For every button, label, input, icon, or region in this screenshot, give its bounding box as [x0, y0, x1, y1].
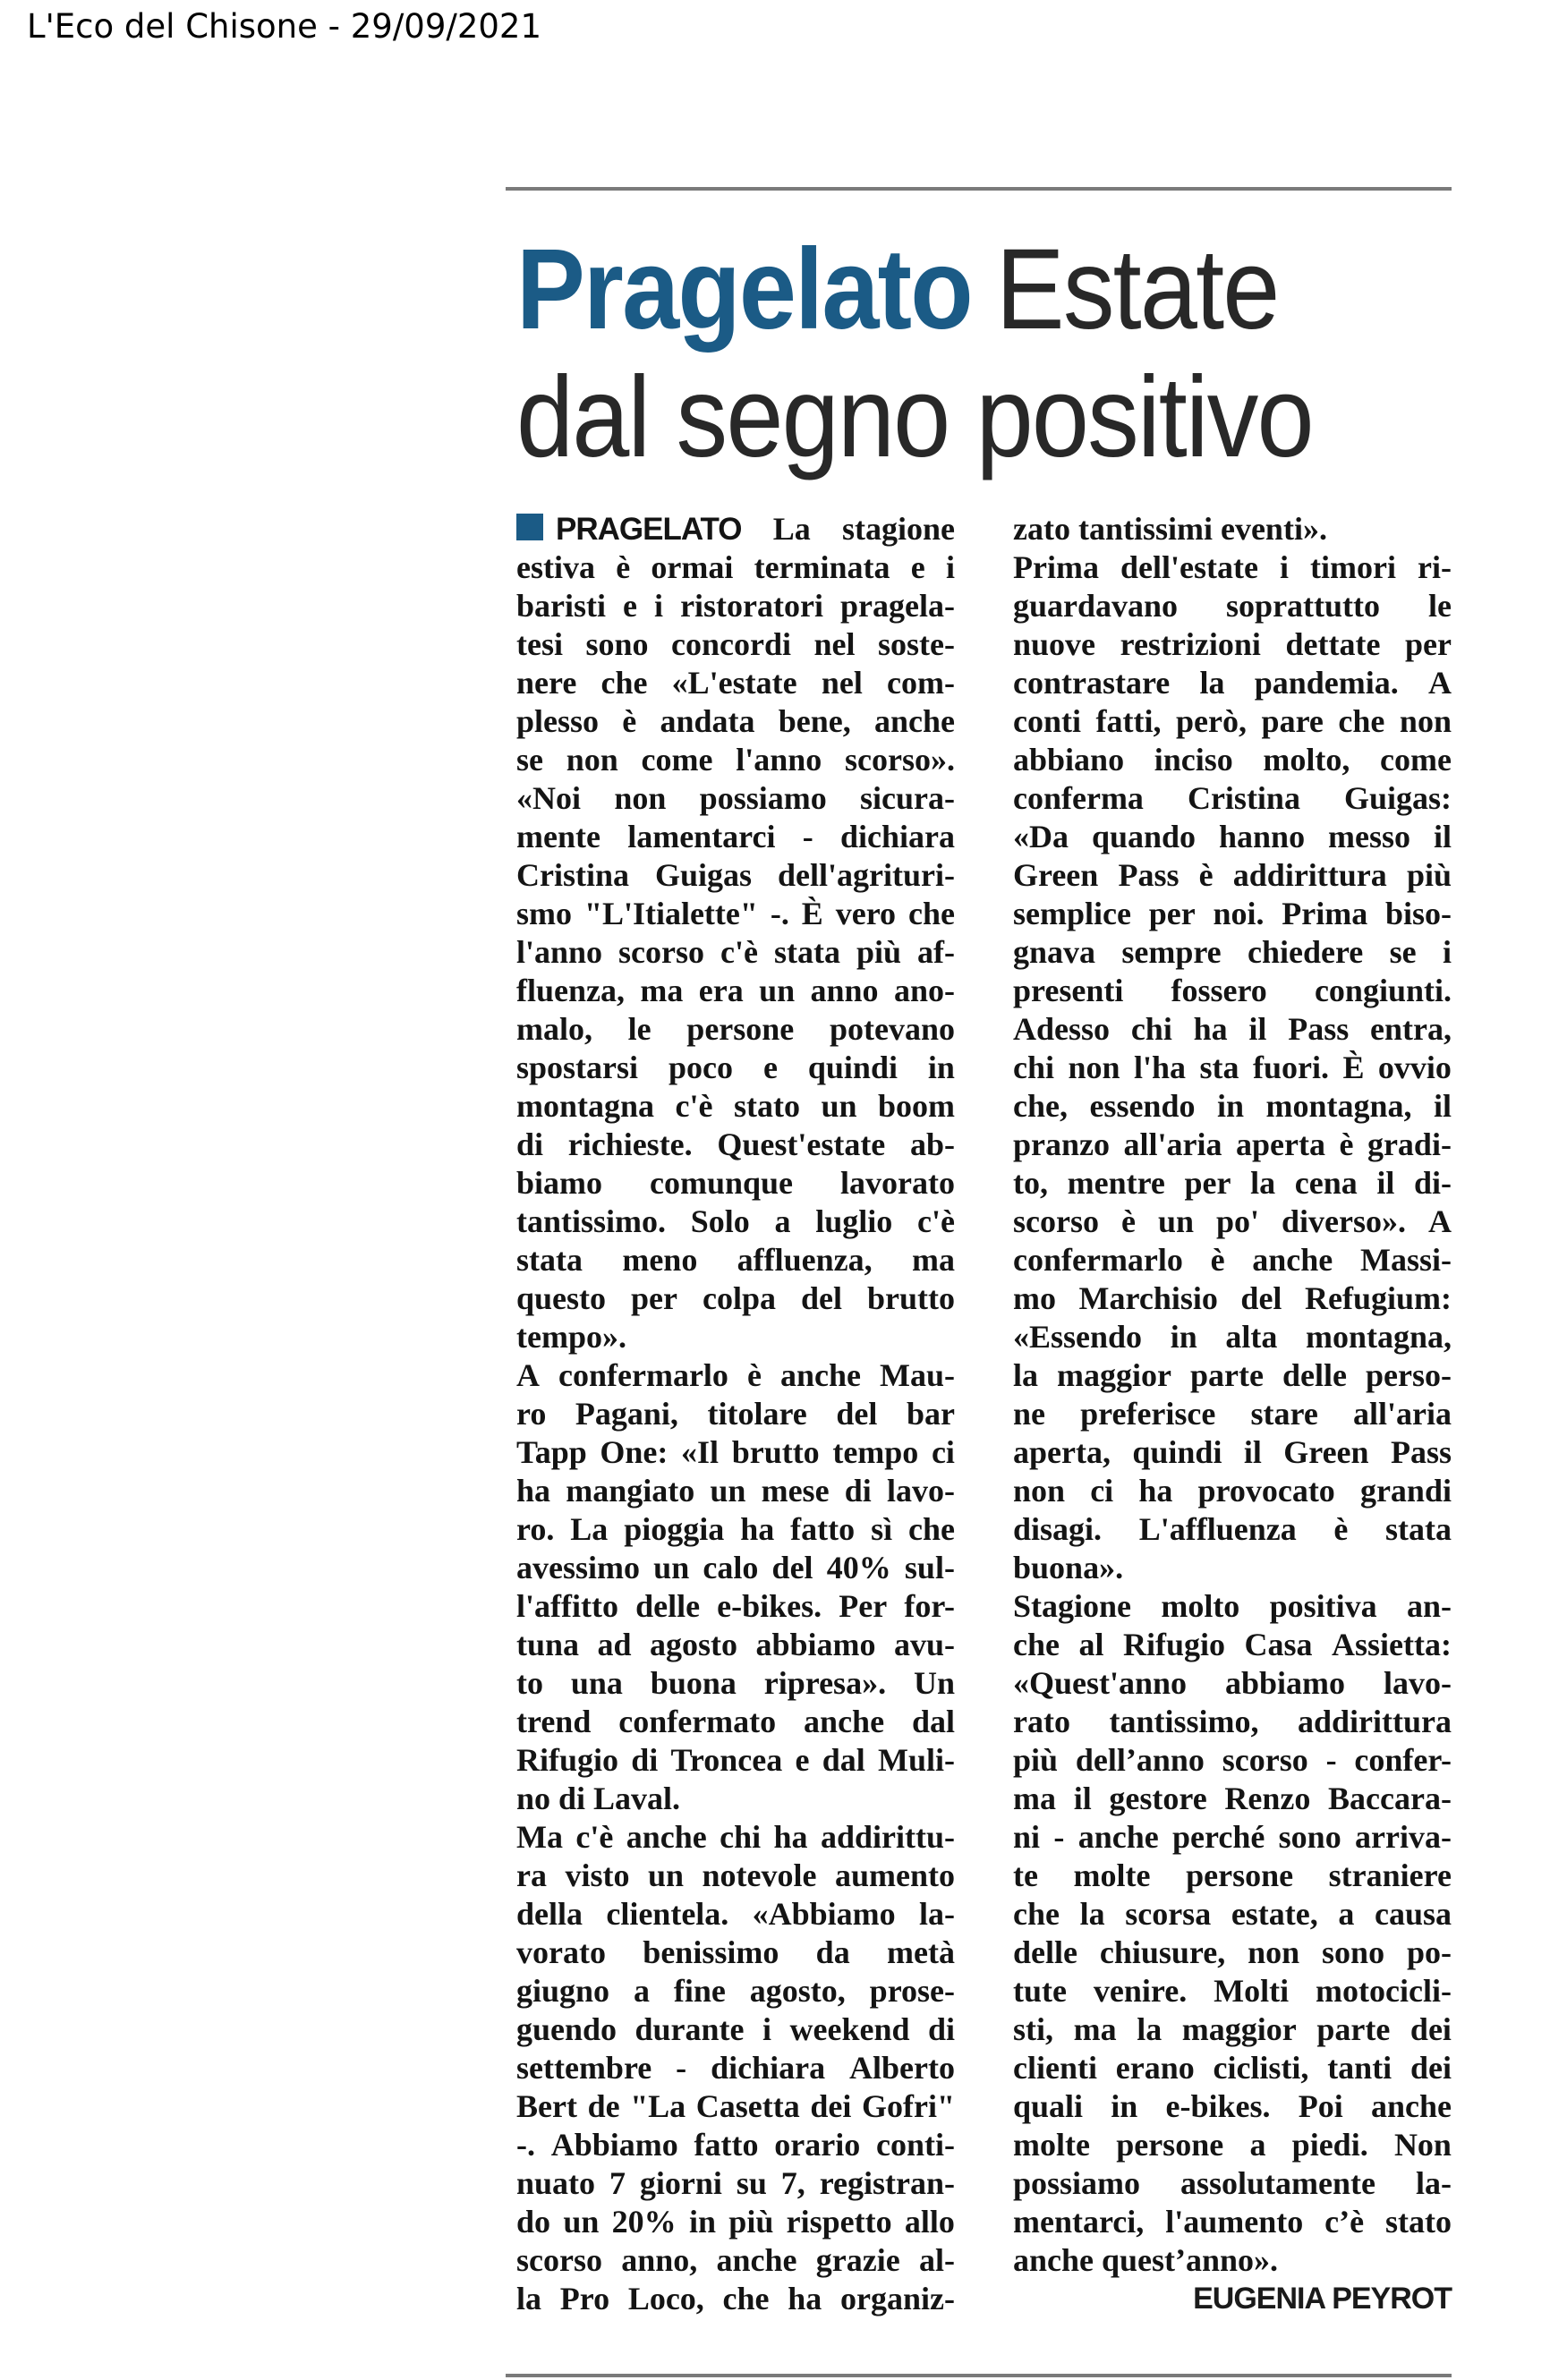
text-line: malo, le persone potevano [516, 1011, 955, 1047]
text-line: avessimo un calo del 40% sul- [516, 1550, 955, 1585]
text-line: ni - anche perché sono arriva- [1013, 1819, 1452, 1855]
text-line: rato tantissimo, addirittura [1013, 1704, 1452, 1739]
author-byline: EUGENIA PEYROT [1193, 2282, 1452, 2316]
text-line: ha mangiato un mese di lavo- [516, 1473, 955, 1509]
text-line: l'affitto delle e-bikes. Per for- [516, 1588, 955, 1624]
text-line: chi non l'ha sta fuori. È ovvio [1013, 1050, 1452, 1085]
text-line: nere che «L'estate nel com- [516, 665, 955, 701]
text-line: fluenza, ma era un anno ano- [516, 973, 955, 1008]
headline-line2: dal segno positivo [516, 353, 1313, 481]
text-line: contrastare la pandemia. A [1013, 665, 1452, 701]
text-line: conferma Cristina Guigas: [1013, 780, 1452, 816]
section-kicker: PRAGELATO [556, 512, 742, 547]
text-line: mente lamentarci - dichiara [516, 819, 955, 854]
text-line: disagi. L'affluenza è stata [1013, 1511, 1452, 1547]
text-line: «Da quando hanno messo il [1013, 819, 1452, 854]
text-line: ra visto un notevole aumento [516, 1857, 955, 1893]
text-line: mo Marchisio del Refugium: [1013, 1280, 1452, 1316]
text-line: baristi e i ristoratori pragela- [516, 588, 955, 624]
text-line: trend confermato anche dal [516, 1704, 955, 1739]
text-line: te molte persone straniere [1013, 1857, 1452, 1893]
text-line: sti, ma la maggior parte dei [1013, 2011, 1452, 2047]
text-line: conti fatti, però, pare che non [1013, 703, 1452, 739]
text-line: stata meno affluenza, ma [516, 1242, 955, 1278]
text-line: la maggior parte delle perso- [1013, 1357, 1452, 1393]
text-line: l'anno scorso c'è stata più af- [516, 934, 955, 970]
text-line: della clientela. «Abbiamo la- [516, 1896, 955, 1932]
text-line: Bert de "La Casetta dei Gofri" [516, 2088, 955, 2124]
bottom-rule-divider [506, 2374, 1452, 2377]
text-line: scorso è un po' diverso». A [1013, 1203, 1452, 1239]
text-line: abbiano inciso molto, come [1013, 742, 1452, 778]
text-line: che, essendo in montagna, il [1013, 1088, 1452, 1124]
text-line: possiamo assolutamente la- [1013, 2165, 1452, 2201]
text-line: spostarsi poco e quindi in [516, 1050, 955, 1085]
text-line: mentarci, l'aumento c’è stato [1013, 2204, 1452, 2240]
text-line: la Pro Loco, che ha organiz- [516, 2281, 955, 2316]
text-line: anche quest’anno». [1013, 2242, 1279, 2278]
text-line: PRAGELATO La stagione [516, 510, 955, 548]
text-line: Rifugio di Troncea e dal Muli- [516, 1742, 955, 1778]
text-line: «Essendo in alta montagna, [1013, 1319, 1452, 1355]
text-line: clienti erano ciclisti, tanti dei [1013, 2050, 1452, 2086]
text-line: guardavano soprattutto le [1013, 588, 1452, 624]
text-line: Green Pass è addirittura più [1013, 857, 1452, 893]
text-line: zato tantissimi eventi». [1013, 511, 1327, 547]
text-line: che al Rifugio Casa Assietta: [1013, 1627, 1452, 1662]
text-line: estiva è ormai terminata e i [516, 549, 955, 585]
text-line: tesi sono concordi nel soste- [516, 626, 955, 662]
text-line: «Noi non possiamo sicura- [516, 780, 955, 816]
text-line: guendo durante i weekend di [516, 2011, 955, 2047]
text-line: smo "L'Itialette" -. È vero che [516, 896, 955, 931]
text-line: do un 20% in più rispetto allo [516, 2204, 955, 2240]
text-line: delle chiusure, non sono po- [1013, 1934, 1452, 1970]
text-line: tantissimo. Solo a luglio c'è [516, 1203, 955, 1239]
text-line: quali in e-bikes. Poi anche [1013, 2088, 1452, 2124]
text-line: Prima dell'estate i timori ri- [1013, 549, 1452, 585]
text-line: Adesso chi ha il Pass entra, [1013, 1011, 1452, 1047]
text-line: Stagione molto positiva an- [1013, 1588, 1452, 1624]
text-line: montagna c'è stato un boom [516, 1088, 955, 1124]
text-line: plesso è andata bene, anche [516, 703, 955, 739]
text-line: di richieste. Quest'estate ab- [516, 1126, 955, 1162]
text-line: confermarlo è anche Massi- [1013, 1242, 1452, 1278]
text-line: molte persone a piedi. Non [1013, 2127, 1452, 2163]
text-line: Cristina Guigas dell'agrituri- [516, 857, 955, 893]
headline-line1 [516, 225, 1313, 353]
text-line: non ci ha provocato grandi [1013, 1473, 1452, 1509]
masthead-credit-line: L'Eco del Chisone - 29/09/2021 [27, 7, 542, 46]
text-line: ro. La pioggia ha fatto sì che [516, 1511, 955, 1547]
text-line: vorato benissimo da metà [516, 1934, 955, 1970]
text-line: to una buona ripresa». Un [516, 1665, 955, 1701]
text-line: ro Pagani, titolare del bar [516, 1396, 955, 1432]
text-line: che la scorsa estate, a causa [1013, 1896, 1452, 1932]
text-line: tute venire. Molti motocicli- [1013, 1973, 1452, 2009]
text-line: A confermarlo è anche Mau- [516, 1357, 955, 1393]
article-column-left [516, 510, 955, 2318]
text-line: nuato 7 giorni su 7, registran- [516, 2165, 955, 2201]
text-line: giugno a fine agosto, prose- [516, 1973, 955, 2009]
text-line: no di Laval. [516, 1781, 681, 1816]
text-line: Tapp One: «Il brutto tempo ci [516, 1434, 955, 1470]
text-line: buona». [1013, 1550, 1124, 1585]
text-line: tuna ad agosto abbiamo avu- [516, 1627, 955, 1662]
text-line: Ma c'è anche chi ha addirittu- [516, 1819, 955, 1855]
section-bullet-icon [516, 514, 543, 540]
text-line: nuove restrizioni dettate per [1013, 626, 1452, 662]
text-line: -. Abbiamo fatto orario conti- [516, 2127, 955, 2163]
text-line: questo per colpa del brutto [516, 1280, 955, 1316]
text-line: tempo». [516, 1319, 626, 1355]
text-line: settembre - dichiara Alberto [516, 2050, 955, 2086]
text-line: pranzo all'aria aperta è gradi- [1013, 1126, 1452, 1162]
text-line: se non come l'anno scorso». [516, 742, 955, 778]
article-column-right [1013, 510, 1452, 2318]
text-line: «Quest'anno abbiamo lavo- [1013, 1665, 1452, 1701]
text-line: scorso anno, anche grazie al- [516, 2242, 955, 2278]
text-line: semplice per noi. Prima biso- [1013, 896, 1452, 931]
text-line: ne preferisce stare all'aria [1013, 1396, 1452, 1432]
text-line: biamo comunque lavorato [516, 1165, 955, 1201]
top-rule-divider [506, 187, 1452, 191]
headline-town-name: Pragelato [516, 225, 972, 353]
text-line: to, mentre per la cena il di- [1013, 1165, 1452, 1201]
text-line: presenti fossero congiunti. [1013, 973, 1452, 1008]
article-headline [516, 225, 1313, 481]
text-line: ma il gestore Renzo Baccara- [1013, 1781, 1452, 1816]
text-line: aperta, quindi il Green Pass [1013, 1434, 1452, 1470]
text-line: più dell’anno scorso - confer- [1013, 1742, 1452, 1778]
headline-rest: Estate [995, 225, 1279, 353]
text-line: gnava sempre chiedere se i [1013, 934, 1452, 970]
